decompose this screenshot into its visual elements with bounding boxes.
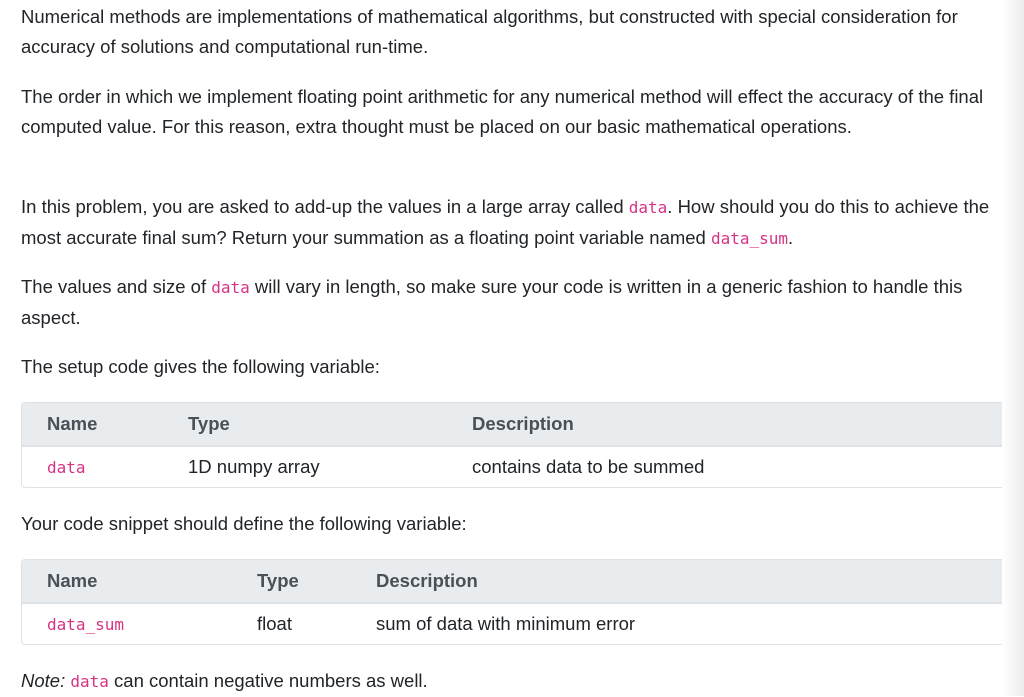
inline-code-data: data <box>211 278 250 297</box>
inline-code-data-sum: data_sum <box>710 229 789 248</box>
column-header-description: Description <box>376 570 478 591</box>
column-header-description: Description <box>472 413 574 434</box>
output-variables-table <box>21 559 1005 645</box>
table-header <box>22 560 1004 604</box>
task-paragraph: In this problem, you are asked to add-up the values in a large array called data. How should you do this to achieve the most accurate final sum? Return your summation as a floating point variable named data_sum. <box>21 196 990 248</box>
table-header <box>22 403 1004 447</box>
intro-paragraph: Numerical methods are implementations of mathematical algorithms, but constructed with special consideration for accuracy of solutions and computational run-time. <box>21 6 958 57</box>
note-label: Note: <box>21 670 66 691</box>
inline-code-data: data <box>628 198 668 217</box>
variable-name: data_sum <box>47 614 125 634</box>
variable-type: float <box>257 613 292 634</box>
note-paragraph: Note: data can contain negative numbers as well. <box>21 670 428 691</box>
panel-edge-shadow <box>1002 0 1024 696</box>
table-row <box>22 447 1004 487</box>
column-header-type: Type <box>257 570 299 591</box>
column-header-type: Type <box>188 413 230 434</box>
variable-name: data <box>47 457 86 477</box>
column-header-name: Name <box>47 570 98 591</box>
column-header-name: Name <box>47 413 98 434</box>
variable-type: 1D numpy array <box>188 456 320 477</box>
setup-variables-table <box>21 402 1005 488</box>
table-row <box>22 604 1004 644</box>
order-paragraph: The order in which we implement floating point arithmetic for any numerical method will effect the accuracy of the final computed value. For this reason, extra thought must be placed on our basic mathematical operations. <box>21 86 984 137</box>
setup-label: The setup code gives the following variable: <box>21 356 380 377</box>
output-label: Your code snippet should define the following variable: <box>21 513 467 534</box>
generic-paragraph: The values and size of data will vary in length, so make sure your code is written in a generic fashion to handle this aspect. <box>21 276 963 328</box>
inline-code-data: data <box>70 672 109 691</box>
variable-description: contains data to be summed <box>472 456 705 477</box>
variable-description: sum of data with minimum error <box>376 613 636 634</box>
